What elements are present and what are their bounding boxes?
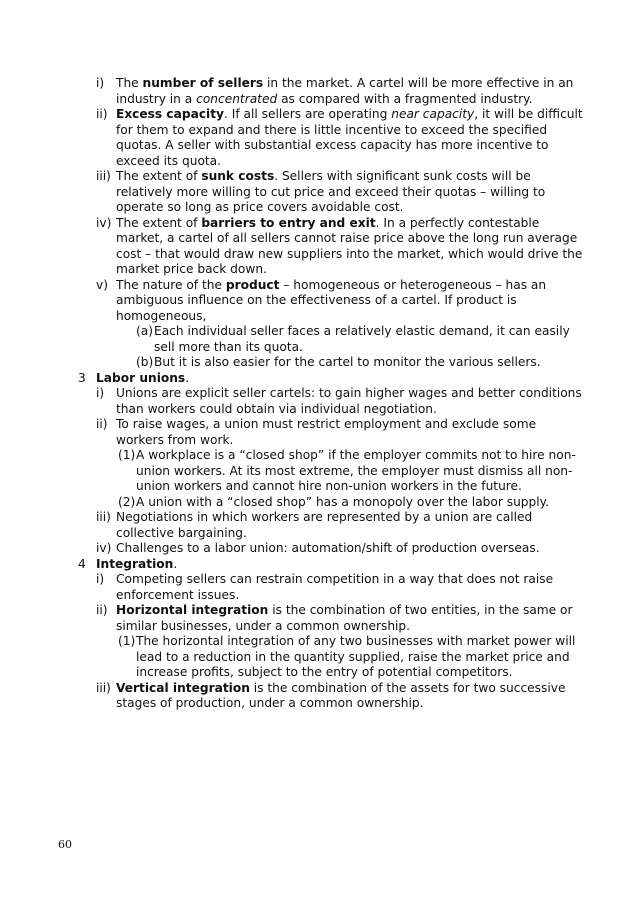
list-item-text	[154, 324, 584, 355]
bold-term: number of sellers	[142, 76, 264, 90]
list-marker: iv)	[96, 215, 112, 230]
list-item	[0, 371, 636, 387]
list-marker: (1)	[118, 634, 136, 648]
list-marker: ii)	[96, 107, 108, 121]
text-run: as compared with a fragmented industry.	[277, 91, 533, 106]
list-item	[0, 681, 636, 712]
outline-list	[0, 76, 636, 712]
list-item-text	[116, 541, 584, 557]
list-marker: (2)	[118, 494, 136, 509]
text-run: A workplace is a “closed shop” if the employer commits not to hire non-union workers. At its most extreme, the employer must dismiss all non-union workers and cannot hire non-union workers in the future.	[136, 448, 576, 493]
list-item-text	[116, 681, 584, 712]
list-item-text	[96, 371, 582, 387]
text-run: A union with a “closed shop” has a monopoly over the labor supply.	[136, 494, 550, 509]
list-marker: iv)	[96, 541, 112, 555]
list-item-text	[136, 495, 586, 511]
text-run: . If all sellers are operating	[224, 107, 392, 121]
text-run: . In a perfectly contestable market, a cartel of all sellers cannot raise price above the long run average cost – that would draw new suppliers into the market, which would drive the market price back down.	[116, 215, 583, 276]
list-item	[0, 324, 636, 355]
list-item	[0, 541, 636, 557]
list-marker: 4	[78, 556, 86, 571]
list-marker: 3	[78, 370, 86, 385]
list-item	[0, 634, 636, 681]
list-item	[0, 495, 636, 511]
text-run: The extent of	[116, 215, 202, 230]
list-marker: i)	[96, 76, 105, 90]
list-marker: i)	[96, 386, 105, 400]
bold-term: sunk costs	[201, 169, 275, 183]
text-run: The extent of	[116, 169, 202, 183]
list-marker: v)	[96, 277, 108, 292]
list-item-text	[116, 107, 584, 169]
text-run: Challenges to a labor union: automation/shift of production overseas.	[116, 541, 540, 555]
list-marker: iii)	[96, 680, 111, 695]
list-item-text	[116, 603, 584, 634]
list-item	[0, 386, 636, 417]
list-marker: (b)	[136, 355, 154, 369]
list-item	[0, 107, 636, 169]
list-item	[0, 572, 636, 603]
text-run: Competing sellers can restrain competition in a way that does not raise enforcement issues.	[116, 572, 554, 602]
text-run: Unions are explicit seller cartels: to gain higher wages and better conditions than workers could obtain via individual negotiation.	[116, 386, 582, 416]
list-item-text	[154, 355, 584, 371]
italic-term: concentrated	[196, 91, 278, 106]
list-item	[0, 169, 636, 216]
list-item-text	[136, 448, 586, 495]
list-marker: i)	[96, 572, 105, 586]
text-run: , it will be difficult for them to expand and there is little incentive to exceed the specified quotas. A seller with substantial excess capacity has more incentive to exceed its quota.	[116, 107, 583, 168]
bold-term: Labor unions	[96, 370, 186, 385]
text-run: . Sellers with significant sunk costs will be relatively more willing to cut price and exceed their quotas – willing to operate so long as price covers avoidable cost.	[116, 169, 546, 214]
text-run: .	[173, 556, 178, 571]
text-run: The	[116, 76, 143, 90]
bold-term: barriers to entry and exit	[201, 215, 376, 230]
list-item	[0, 216, 636, 278]
list-item	[0, 76, 636, 107]
text-run: is the combination of the assets for two successive stages of production, under a common ownership.	[116, 680, 566, 710]
bold-term: Integration	[96, 556, 174, 571]
italic-term: near capacity	[391, 107, 475, 121]
list-item-text	[116, 417, 584, 448]
bold-term: Vertical integration	[116, 680, 250, 695]
list-item	[0, 448, 636, 495]
list-item	[0, 557, 636, 573]
bold-term: product	[225, 277, 280, 292]
list-item	[0, 510, 636, 541]
text-run: – homogeneous or heterogeneous – has an ambiguous influence on the effectiveness of a cartel. If product is homogeneous,	[116, 277, 547, 323]
text-run: Negotiations in which workers are represented by a union are called collective bargaining.	[116, 510, 533, 540]
text-run: in the market. A cartel will be more effective in an industry in a	[116, 76, 574, 106]
page-number: 60	[58, 838, 72, 851]
list-marker: (a)	[136, 324, 153, 338]
text-run: But it is also easier for the cartel to monitor the various sellers.	[154, 355, 541, 369]
list-item	[0, 355, 636, 371]
list-item	[0, 417, 636, 448]
text-run: .	[185, 370, 190, 385]
bold-term: Horizontal integration	[116, 603, 269, 617]
list-marker: iii)	[96, 510, 111, 524]
text-run: The nature of the	[116, 277, 226, 292]
text-run: Each individual seller faces a relatively elastic demand, it can easily sell more than its quota.	[154, 324, 570, 354]
list-item-text	[96, 557, 582, 573]
bold-term: Excess capacity	[116, 107, 224, 121]
list-item	[0, 278, 636, 325]
text-run: The horizontal integration of any two businesses with market power will lead to a reduction in the quantity supplied, raise the market price and increase profits, subject to the entry of potential competitors.	[136, 634, 576, 679]
list-item	[0, 603, 636, 634]
list-marker: ii)	[96, 417, 108, 431]
text-run: To raise wages, a union must restrict employment and exclude some workers from work.	[116, 417, 537, 447]
list-item-text	[136, 634, 586, 681]
list-item-text	[116, 510, 584, 541]
list-item-text	[116, 386, 584, 417]
list-item-text	[116, 278, 584, 325]
list-marker: iii)	[96, 169, 111, 183]
list-item-text	[116, 572, 584, 603]
list-item-text	[116, 169, 584, 216]
list-marker: ii)	[96, 603, 108, 617]
list-item-text	[116, 76, 584, 107]
list-marker: (1)	[118, 448, 136, 462]
text-run: is the combination of two entities, in the same or similar businesses, under a common ownership.	[116, 603, 573, 633]
list-item-text	[116, 216, 584, 278]
